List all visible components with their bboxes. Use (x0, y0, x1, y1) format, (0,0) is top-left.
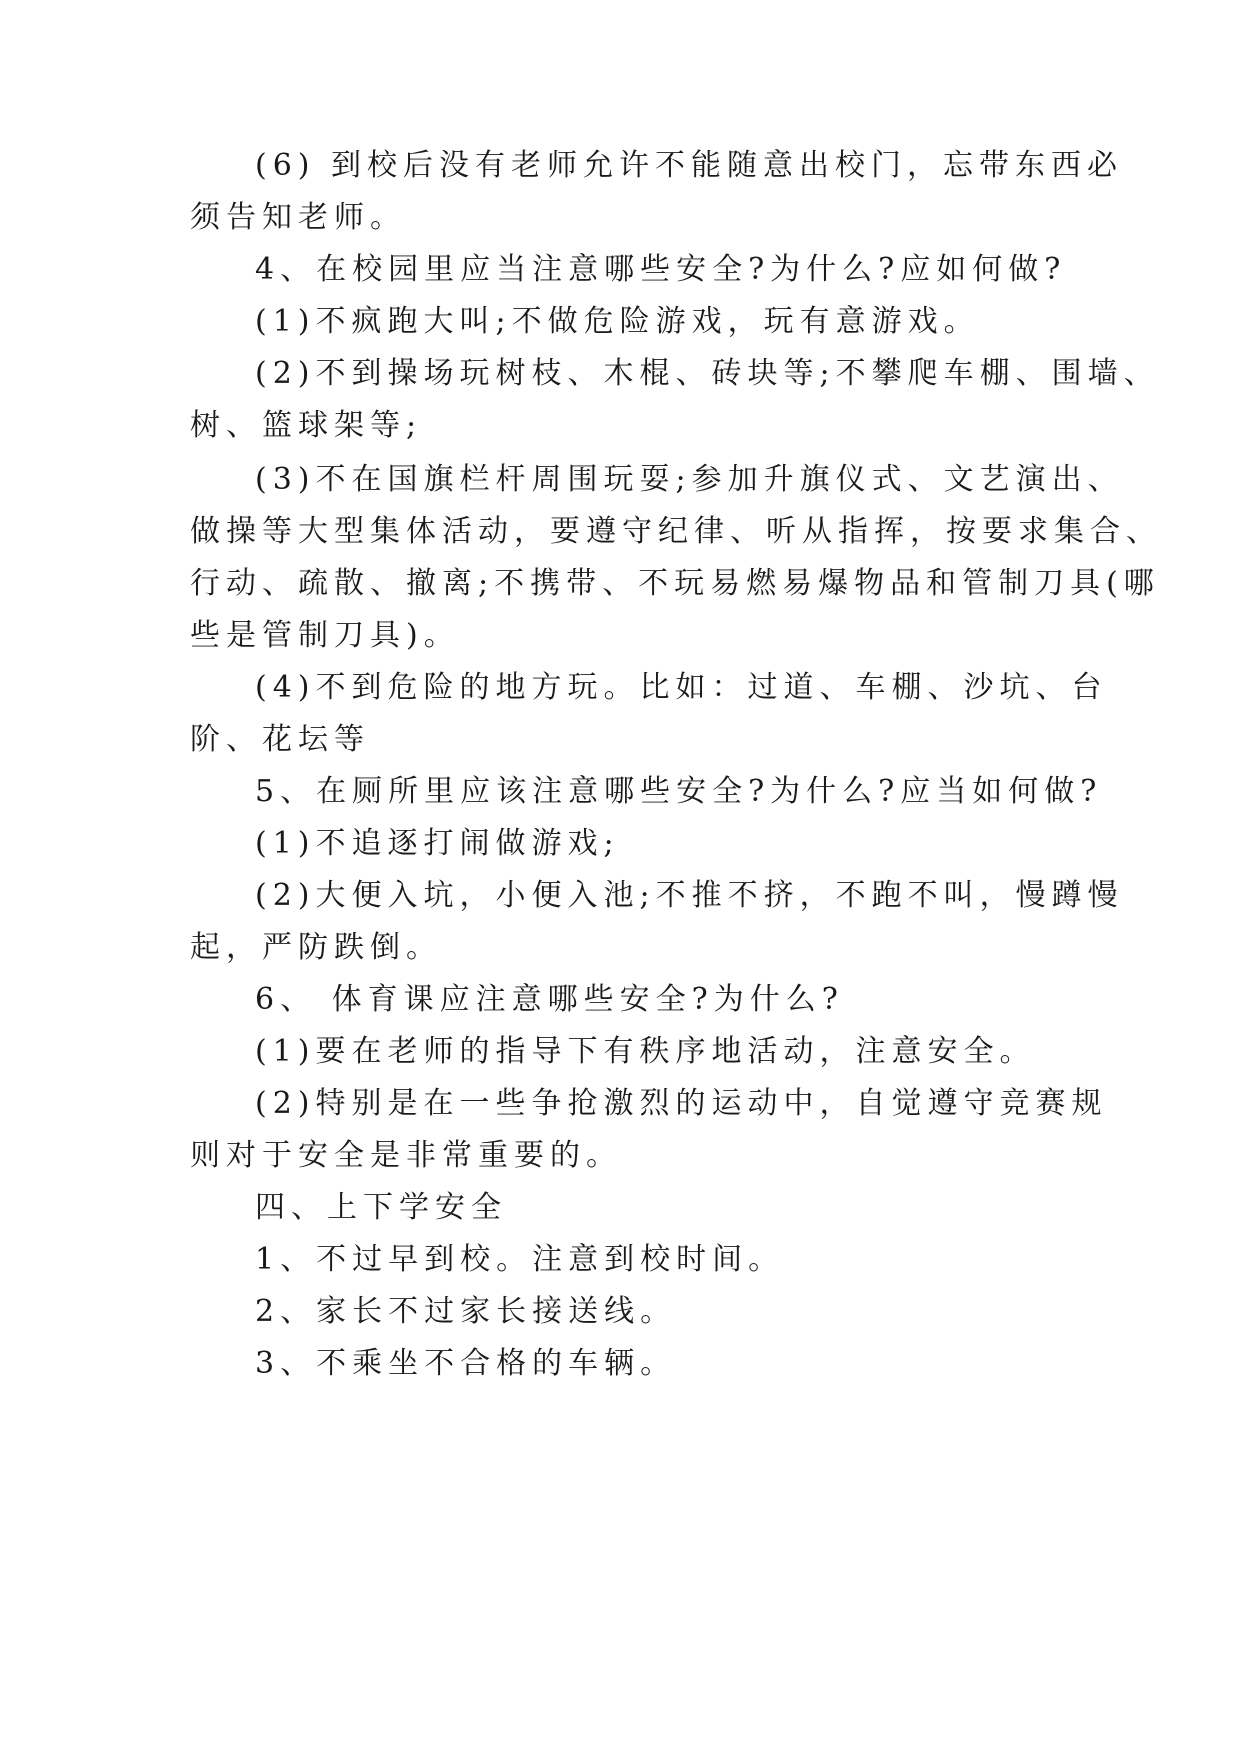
text-line: 须告知老师。 (190, 200, 406, 235)
text-line: 1、不过早到校。注意到校时间。 (255, 1242, 785, 1277)
text-line: 2、家长不过家长接送线。 (255, 1294, 677, 1329)
text-line: 些是管制刀具)。 (190, 618, 460, 653)
text-line: 3、不乘坐不合格的车辆。 (255, 1346, 677, 1381)
text-line: (2)特别是在一些争抢激烈的运动中，自觉遵守竞赛规 (255, 1086, 1108, 1121)
text-line: (1)要在老师的指导下有秩序地活动，注意安全。 (255, 1034, 1036, 1069)
text-line: (6) 到校后没有老师允许不能随意出校门，忘带东西必 (255, 148, 1124, 183)
text-line: 行动、疏散、撤离;不携带、不玩易燃易爆物品和管制刀具(哪 (190, 566, 1160, 601)
text-line: 做操等大型集体活动，要遵守纪律、听从指挥，按要求集合、 (190, 514, 1162, 549)
text-line: (4)不到危险的地方玩。比如：过道、车棚、沙坑、台 (255, 670, 1108, 705)
text-line: 4、在校园里应当注意哪些安全?为什么?应如何做? (255, 252, 1067, 287)
text-line: (2)大便入坑，小便入池;不推不挤，不跑不叫，慢蹲慢 (255, 878, 1124, 913)
text-line: 则对于安全是非常重要的。 (190, 1138, 622, 1173)
text-line: 起，严防跌倒。 (190, 930, 442, 965)
text-line: 6、 体育课应注意哪些安全?为什么? (255, 982, 844, 1017)
text-line: (1)不追逐打闹做游戏; (255, 826, 620, 861)
text-line: (3)不在国旗栏杆周围玩耍;参加升旗仪式、文艺演出、 (255, 462, 1124, 497)
text-line: (1)不疯跑大叫;不做危险游戏，玩有意游戏。 (255, 304, 980, 339)
text-line: 树、篮球架等; (190, 408, 423, 443)
text-line: 四、上下学安全 (255, 1190, 507, 1225)
text-line: 5、在厕所里应该注意哪些安全?为什么?应当如何做? (255, 774, 1103, 809)
text-line: 阶、花坛等 (190, 722, 370, 757)
text-line: (2)不到操场玩树枝、木棍、砖块等;不攀爬车棚、围墙、 (255, 356, 1160, 391)
